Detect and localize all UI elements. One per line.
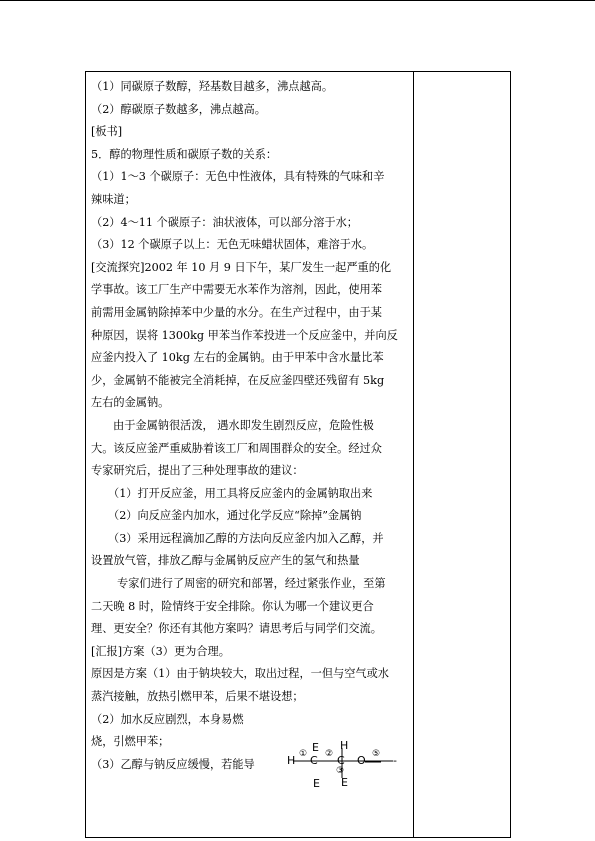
- text-line: （1）打开反应釜，用工具将反应釜内的金属钠取出来: [108, 486, 373, 500]
- text-line: 左右的金属钠。: [91, 396, 170, 410]
- atom-label: -: [393, 754, 397, 767]
- atom-label: E: [341, 776, 348, 789]
- bond-number: ⑤: [372, 749, 381, 759]
- text-line: 设置放气管，排放乙醇与金属钠反应产生的氢气和热量: [91, 554, 360, 568]
- text-line: （2）加水反应剧烈，本身易燃: [91, 712, 244, 726]
- text-line: （2）向反应釜内加水，通过化学反应“除掉”金属钠: [108, 509, 362, 523]
- text-line: （3）采用远程滴加乙醇的方法向反应釜内加入乙醇，并: [108, 531, 384, 545]
- text-line: （3）乙醇与钠反应缓慢，若能导: [91, 757, 255, 771]
- text-line: 烧，引燃甲苯；: [91, 735, 170, 749]
- text-line: 应釜内投入了 10kg 左右的金属钠。由于甲苯中含水量比苯: [91, 351, 384, 365]
- text-line: （2）醇碳原子数越多，沸点越高。: [91, 102, 266, 116]
- text-line: 辣味道；: [91, 192, 136, 206]
- text-line: （2）4～11 个碳原子：油状液体，可以部分溶于水；: [91, 215, 358, 229]
- text-line: 由于金属钠很活泼， 遇水即发生剧烈反应，危险性极: [113, 418, 374, 432]
- ethanol-bond-diagram: [285, 740, 405, 800]
- bond-number: ②: [325, 749, 334, 759]
- text-line: 少，金属钠不能被完全消耗掉，在反应釜四壁还残留有 5kg: [91, 373, 385, 387]
- atom-label: H: [287, 754, 296, 767]
- text-line: （3）12 个碳原子以上：无色无味蜡状固体，难溶于水。: [91, 238, 374, 252]
- text-line: 前需用金属钠除掉苯中少量的水分。在生产过程中，由于某: [91, 305, 382, 319]
- section-tag: [板书]: [91, 125, 123, 139]
- bond-number: ③: [336, 766, 345, 776]
- text-line: 理、更安全？你还有其他方案吗？请思考后与同学们交流。: [91, 622, 382, 636]
- text-line: （1）同碳原子数醇，羟基数目越多，沸点越高。: [91, 80, 334, 93]
- text-line: [交流探究]2002 年 10 月 9 日下午，某厂发生一起严重的化: [91, 260, 392, 274]
- bond-number: ①: [299, 749, 308, 759]
- atom-label: C: [337, 754, 345, 767]
- atom-label: E: [312, 741, 319, 754]
- text-line: 二天晚 8 时，险情终于安全排除。你认为哪一个建议更合: [91, 599, 374, 613]
- atom-label: H: [340, 739, 349, 752]
- text-line: 专家们进行了周密的研究和部署，经过紧张作业，至第: [117, 577, 386, 591]
- atom-label: O: [357, 754, 366, 767]
- text-line: 种原因，误将 1300kg 甲苯当作苯投进一个反应釜中，并向反: [91, 328, 398, 342]
- text-line: （1）1～3 个碳原子：无色中性液体，具有特殊的气味和辛: [91, 170, 385, 184]
- table-column-divider: [413, 71, 414, 838]
- atom-label: E: [313, 777, 320, 790]
- atom-label: C: [310, 754, 318, 767]
- text-line: 原因是方案（1）由于钠块较大，取出过程，一但与空气或水: [91, 667, 389, 681]
- text-line: 5．醇的物理性质和碳原子数的关系：: [91, 147, 278, 161]
- text-line: 蒸汽接触，放热引燃甲苯，后果不堪设想；: [91, 690, 304, 704]
- text-line: 大。该反应釜严重威胁着该工厂和周围群众的安全。经过众: [91, 441, 382, 455]
- text-line: 学事故。该工厂生产中需要无水苯作为溶剂，因此，使用苯: [91, 283, 382, 297]
- section-tag: [汇报]方案（3）更为合理。: [91, 644, 230, 658]
- page-top-rule: [0, 0, 595, 1]
- text-line: 专家研究后，提出了三种处理事故的建议：: [91, 464, 304, 478]
- lesson-text: [91, 76, 411, 776]
